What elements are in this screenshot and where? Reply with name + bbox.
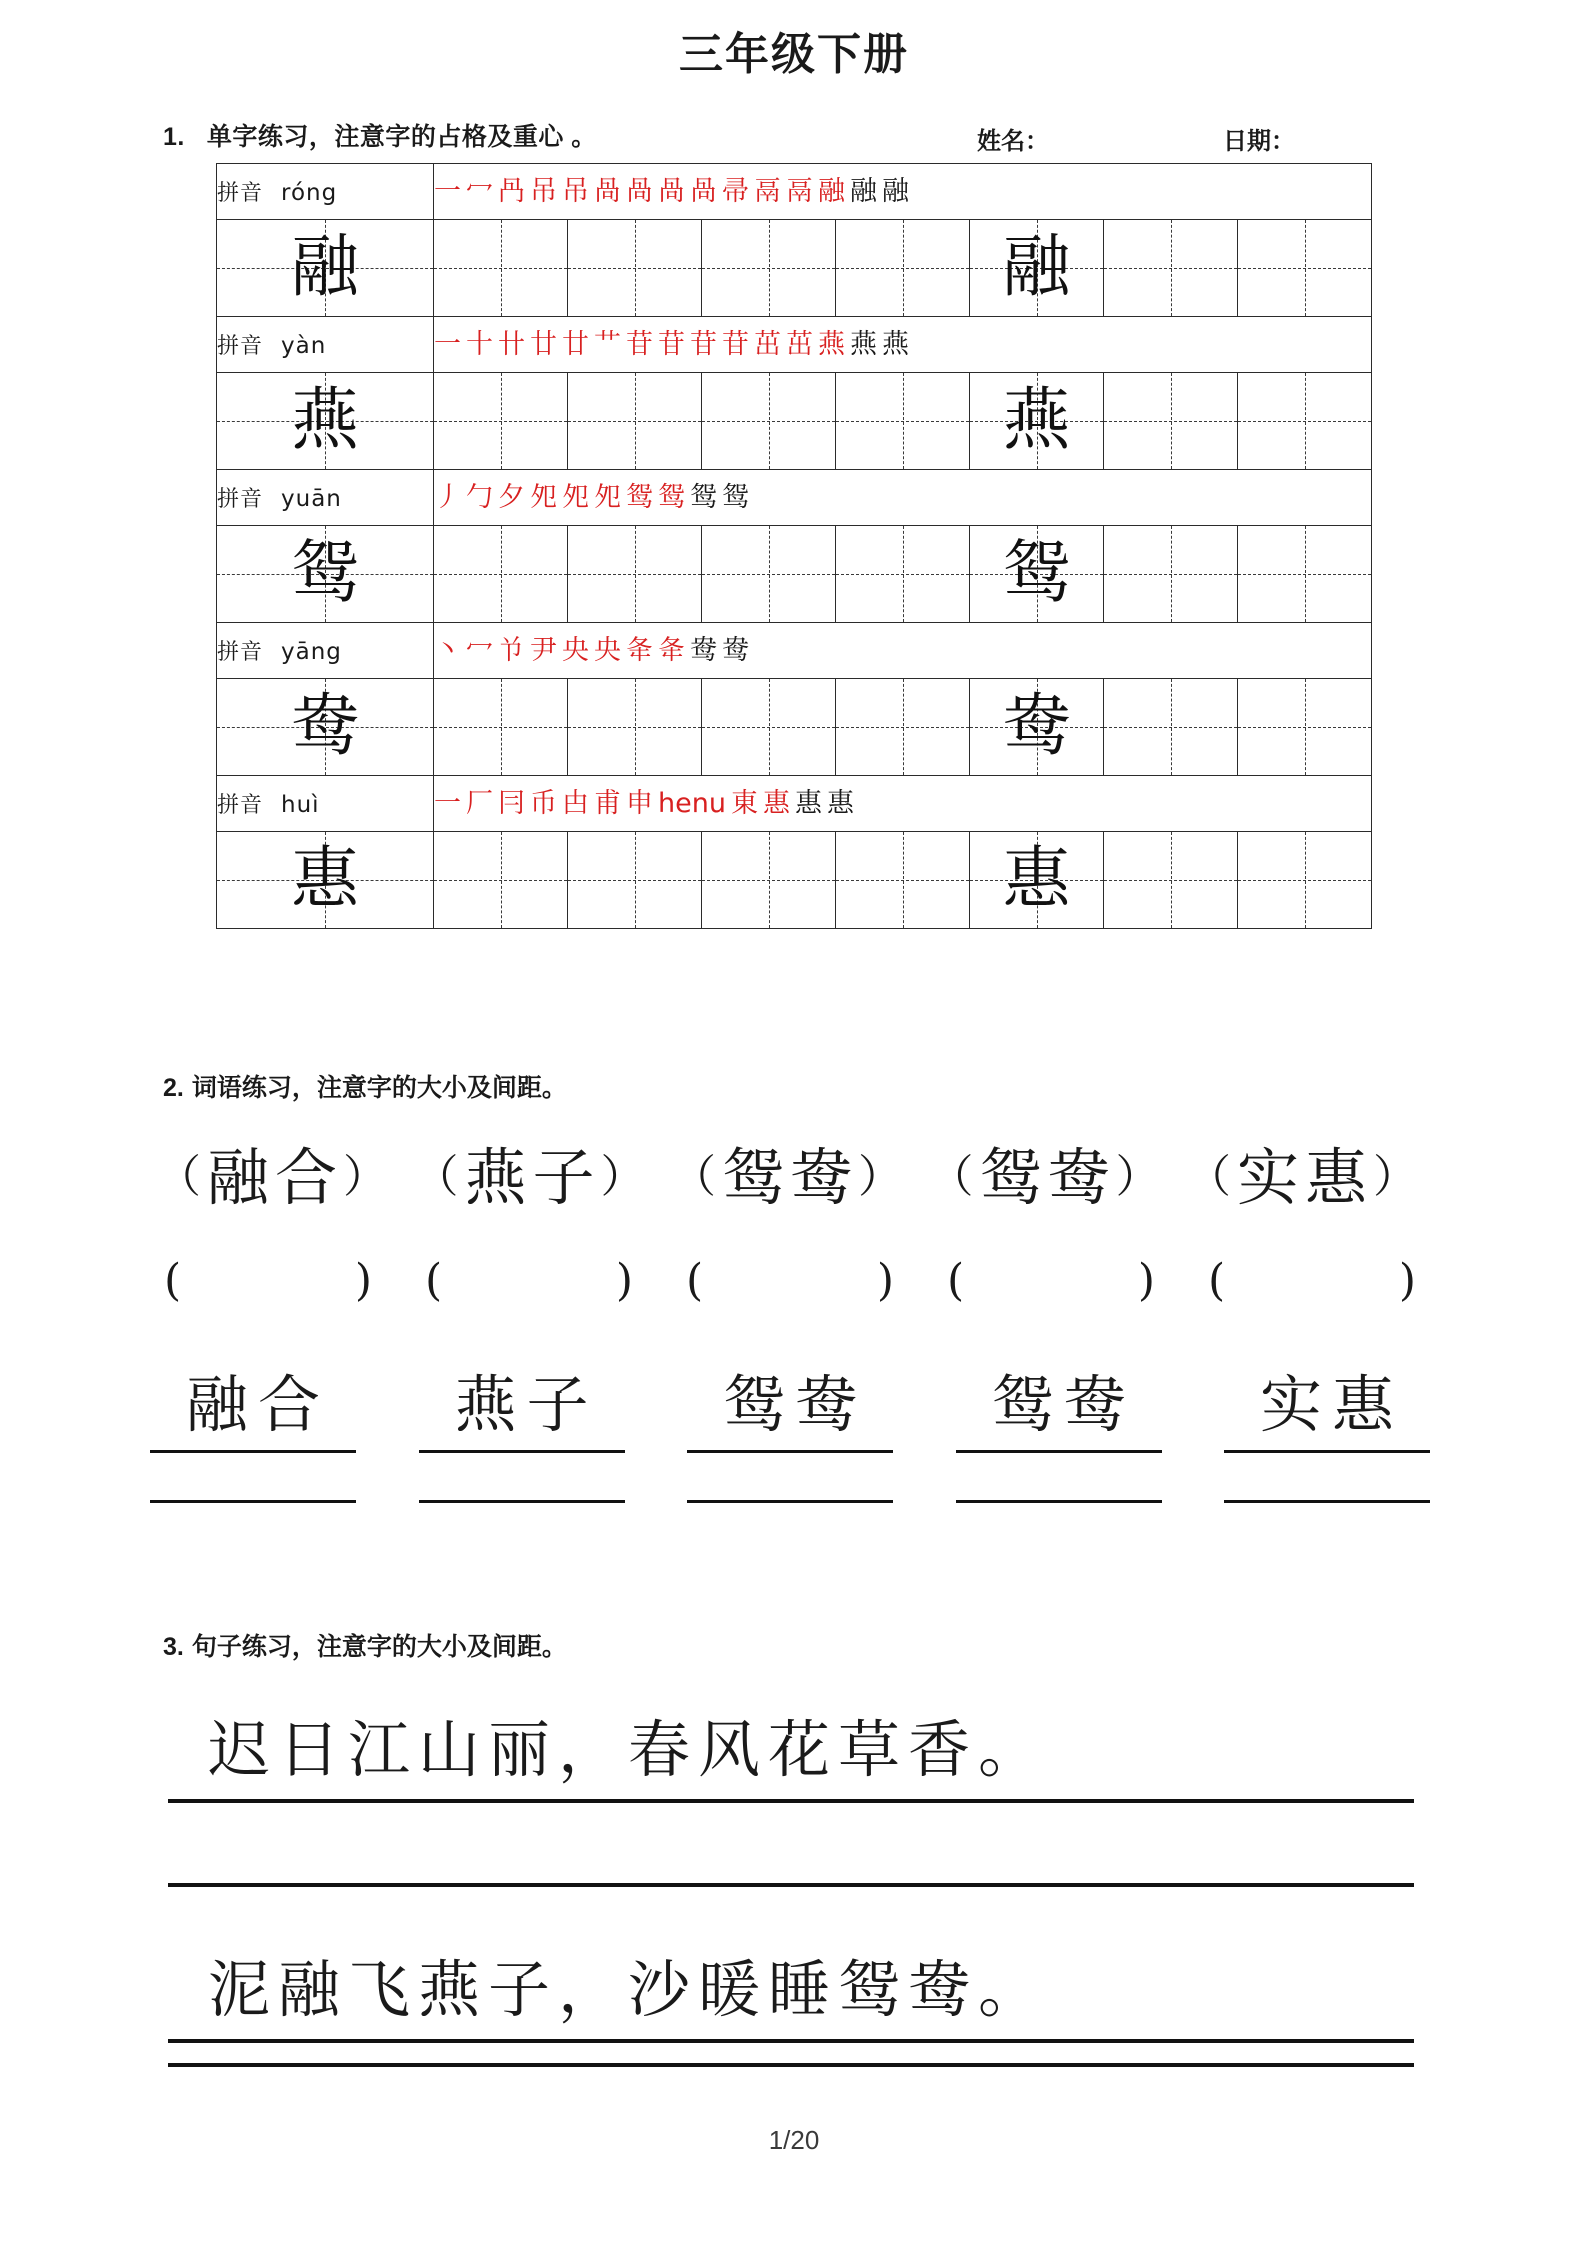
tianzige-guide <box>434 832 567 928</box>
open-paren: （ <box>928 1150 980 1203</box>
section2-instruction: 词语练习，注意字的大小及间距。 <box>191 1074 567 1102</box>
sentence-block-2 <box>168 1940 1414 2043</box>
pinyin-row <box>217 317 1372 373</box>
pinyin-value: yāng <box>281 639 342 665</box>
stroke-step: 鸳 <box>722 482 749 513</box>
stroke-order-cell <box>434 776 1372 832</box>
word-text: 实惠 <box>1236 1141 1373 1214</box>
character-grid-cell[interactable] <box>702 832 836 929</box>
stroke-step: 惠 <box>794 788 822 819</box>
character-grid-cell[interactable] <box>434 373 568 470</box>
page-number: 1/20 <box>768 2125 820 2155</box>
tianzige-guide <box>568 220 701 316</box>
stroke-step: 苷 <box>626 329 653 360</box>
stroke-step: 鬲 <box>786 176 813 207</box>
stroke-step: 丶 <box>434 635 461 666</box>
stroke-order-cell <box>434 317 1372 373</box>
tianzige-guide <box>568 526 701 622</box>
character-grid-cell[interactable] <box>1238 526 1372 623</box>
stroke-step: 十 <box>466 329 493 360</box>
tianzige-guide <box>1104 832 1237 928</box>
character-grid-cell[interactable] <box>702 526 836 623</box>
word-blank-parens[interactable] <box>150 1255 386 1306</box>
word-practice-row-underlined <box>150 1355 1430 1453</box>
tianzige-guide <box>217 526 433 622</box>
character-grid-cell[interactable] <box>217 526 434 623</box>
stroke-order-cell <box>434 164 1372 220</box>
character-grid-cell[interactable] <box>568 679 702 776</box>
word-underlined: 鸳鸯 <box>687 1355 893 1453</box>
stroke-step: 申 <box>626 788 653 819</box>
character-grid-cell[interactable] <box>1104 679 1238 776</box>
stroke-step: 吊 <box>562 176 589 207</box>
tianzige-guide <box>1238 526 1371 622</box>
tianzige-guide <box>568 373 701 469</box>
model-character: 燕 <box>290 381 359 460</box>
sentence-baseline-1 <box>168 1799 1414 1803</box>
character-grid-cell[interactable] <box>836 220 970 317</box>
word-writing-line[interactable] <box>419 1500 625 1503</box>
character-grid-cell[interactable] <box>568 526 702 623</box>
stroke-step: 丿 <box>434 482 461 513</box>
stroke-step: 帚 <box>722 176 749 207</box>
stroke-step: 鸳 <box>690 482 717 513</box>
character-grid-cell[interactable] <box>217 220 434 317</box>
tianzige-guide <box>434 679 567 775</box>
character-grid-cell[interactable] <box>1238 220 1372 317</box>
pinyin-row <box>217 776 1372 832</box>
word-sample <box>408 1128 658 1217</box>
word-writing-line[interactable] <box>956 1500 1162 1503</box>
stroke-step: 夕 <box>498 482 525 513</box>
stroke-step: 融 <box>850 176 877 207</box>
character-grid-cell[interactable] <box>568 832 702 929</box>
tianzige-guide <box>836 679 969 775</box>
stroke-step: 燕 <box>882 329 909 360</box>
character-grid-cell[interactable] <box>702 679 836 776</box>
section1-heading <box>163 117 597 153</box>
stroke-step: 鸯 <box>690 635 717 666</box>
pinyin-cell <box>217 776 434 832</box>
tianzige-guide <box>836 373 969 469</box>
character-grid-row <box>217 679 1372 776</box>
stroke-step: 艹 <box>594 329 621 360</box>
close-paren: ） <box>1373 1150 1424 1203</box>
tianzige-guide <box>434 526 567 622</box>
tianzige-guide <box>1238 679 1371 775</box>
stroke-step: 勹 <box>466 482 493 513</box>
sentence-text-1: 迟日江山丽，春风花草香。 <box>208 1713 1049 1786</box>
word-text: 鸳鸯 <box>979 1141 1116 1214</box>
character-grid-cell[interactable] <box>836 832 970 929</box>
pinyin-label: 拼音 <box>217 333 264 358</box>
stroke-step: 東 <box>730 788 758 819</box>
stroke-step: 鸳 <box>658 482 685 513</box>
pinyin-label: 拼音 <box>217 639 264 664</box>
character-grid-cell[interactable] <box>970 526 1104 623</box>
stroke-step: 鸳 <box>626 482 653 513</box>
stroke-step: 咼 <box>690 176 717 207</box>
pinyin-cell <box>217 623 434 679</box>
word-text: 燕子 <box>464 1141 601 1214</box>
character-grid-cell[interactable] <box>970 373 1104 470</box>
character-grid-cell[interactable] <box>568 220 702 317</box>
sentence-blank-line-2[interactable] <box>168 2063 1414 2067</box>
word-blank-parens[interactable] <box>411 1255 647 1306</box>
stroke-step: 央 <box>562 635 589 666</box>
character-grid-cell[interactable] <box>1238 373 1372 470</box>
stroke-step: 夅 <box>658 635 685 666</box>
character-grid-row <box>217 373 1372 470</box>
word-sample <box>665 1128 915 1217</box>
pinyin-value: yuān <box>281 486 342 512</box>
character-grid-cell[interactable] <box>1104 832 1238 929</box>
word-text: 鸳鸯 <box>721 1141 858 1214</box>
open-paren: ( <box>1208 1255 1226 1306</box>
section3-instruction: 句子练习，注意字的大小及间距。 <box>191 1633 567 1661</box>
word-underlined: 融合 <box>150 1355 356 1453</box>
character-grid-cell[interactable] <box>434 526 568 623</box>
character-grid-cell[interactable] <box>836 373 970 470</box>
tianzige-guide <box>217 679 433 775</box>
tianzige-guide <box>1104 679 1237 775</box>
word-practice-row-filled <box>150 1128 1430 1217</box>
stroke-step: 甴 <box>562 788 589 819</box>
model-character: 燕 <box>1002 381 1071 460</box>
character-grid-cell[interactable] <box>217 679 434 776</box>
tianzige-guide <box>1104 526 1237 622</box>
sentence-text-2: 泥融飞燕子，沙暖睡鸳鸯。 <box>208 1953 1049 2026</box>
section2-heading <box>163 1068 567 1104</box>
word-writing-line[interactable] <box>1224 1500 1430 1503</box>
close-paren: ) <box>876 1255 894 1306</box>
name-field-label: 姓名： <box>977 128 1049 155</box>
tianzige-guide <box>1238 373 1371 469</box>
pinyin-value: huì <box>281 792 320 818</box>
tianzige-guide <box>702 832 835 928</box>
word-blank-parens[interactable] <box>1194 1255 1430 1306</box>
stroke-step: 融 <box>818 176 845 207</box>
open-paren: ( <box>425 1255 443 1306</box>
model-character: 融 <box>1002 228 1071 307</box>
stroke-step: 夗 <box>594 482 621 513</box>
sentence-baseline-2 <box>168 2039 1414 2043</box>
word-underlined: 实惠 <box>1224 1355 1430 1453</box>
close-paren: ) <box>615 1255 633 1306</box>
stroke-step: 苷 <box>658 329 685 360</box>
character-grid-cell[interactable] <box>1104 220 1238 317</box>
sentence-blank-line-1[interactable] <box>168 1883 1414 1887</box>
pinyin-cell <box>217 470 434 526</box>
stroke-step: 币 <box>530 788 557 819</box>
stroke-step: 甫 <box>594 788 621 819</box>
character-grid-row <box>217 526 1372 623</box>
tianzige-guide <box>434 373 567 469</box>
stroke-order-cell <box>434 470 1372 526</box>
open-paren: （ <box>156 1150 207 1203</box>
pinyin-label: 拼音 <box>217 486 264 511</box>
character-grid-cell[interactable] <box>1238 832 1372 929</box>
stroke-step: 厂 <box>466 788 493 819</box>
stroke-step: 廿 <box>530 329 557 360</box>
stroke-step: 融 <box>882 176 909 207</box>
tianzige-guide <box>970 679 1103 775</box>
close-paren: ） <box>600 1150 652 1203</box>
tianzige-guide <box>970 832 1103 928</box>
stroke-step: 冎 <box>498 176 525 207</box>
stroke-step: 咼 <box>658 176 685 207</box>
stroke-step: 冖 <box>466 176 493 207</box>
close-paren: ) <box>1398 1255 1416 1306</box>
character-grid-cell[interactable] <box>970 832 1104 929</box>
stroke-step: 鸯 <box>722 635 749 666</box>
stroke-step: 冃 <box>498 788 525 819</box>
tianzige-guide <box>1238 220 1371 316</box>
character-grid-cell[interactable] <box>702 373 836 470</box>
section3-number: 3. <box>163 1633 184 1661</box>
close-paren: ） <box>858 1150 909 1203</box>
tianzige-guide <box>1238 832 1371 928</box>
model-character: 鸳 <box>290 534 359 613</box>
stroke-step: 冖 <box>466 635 493 666</box>
tianzige-guide <box>568 832 701 928</box>
stroke-step: 吊 <box>530 176 557 207</box>
word-text: 融合 <box>206 1141 343 1214</box>
stroke-step: 咼 <box>626 176 653 207</box>
stroke-step: 夗 <box>562 482 589 513</box>
character-grid-cell[interactable] <box>217 832 434 929</box>
tianzige-guide <box>970 373 1103 469</box>
open-paren: （ <box>413 1150 465 1203</box>
tianzige-guide <box>217 373 433 469</box>
tianzige-guide <box>1104 373 1237 469</box>
section1-instruction: 单字练习，注意字的占格及重心 。 <box>206 123 597 151</box>
stroke-step: 茁 <box>754 329 781 360</box>
close-paren: ) <box>1137 1255 1155 1306</box>
character-grid-row <box>217 220 1372 317</box>
word-writing-line[interactable] <box>150 1500 356 1503</box>
section1-number: 1. <box>163 123 185 151</box>
stroke-step: 一 <box>434 329 461 360</box>
tianzige-guide <box>836 220 969 316</box>
character-grid-cell[interactable] <box>836 679 970 776</box>
character-grid-cell[interactable] <box>434 679 568 776</box>
open-paren: ( <box>164 1255 182 1306</box>
pinyin-value: róng <box>281 180 338 206</box>
model-character: 鸯 <box>1002 687 1071 766</box>
pinyin-value: yàn <box>281 333 327 359</box>
stroke-step: 夗 <box>530 482 557 513</box>
tianzige-guide <box>970 526 1103 622</box>
tianzige-guide <box>702 373 835 469</box>
tianzige-guide <box>434 220 567 316</box>
close-paren: ) <box>354 1255 372 1306</box>
word-underlined: 燕子 <box>419 1355 625 1453</box>
tianzige-guide <box>836 526 969 622</box>
open-paren: （ <box>671 1150 722 1203</box>
close-paren: ） <box>343 1150 394 1203</box>
stroke-step: 一 <box>434 788 461 819</box>
character-grid-cell[interactable] <box>702 220 836 317</box>
tianzige-guide <box>702 526 835 622</box>
stroke-step: 燕 <box>850 329 877 360</box>
open-paren: ( <box>947 1255 965 1306</box>
stroke-step: 燕 <box>818 329 845 360</box>
pinyin-label: 拼音 <box>217 180 264 205</box>
pinyin-row <box>217 164 1372 220</box>
tianzige-guide <box>1104 220 1237 316</box>
pinyin-cell <box>217 317 434 373</box>
stroke-step: 惠 <box>762 788 790 819</box>
tianzige-guide <box>970 220 1103 316</box>
stroke-step: 苷 <box>722 329 749 360</box>
single-character-practice-table <box>216 163 1372 929</box>
model-character: 惠 <box>1002 840 1071 919</box>
word-practice-row-blank-lines[interactable] <box>150 1500 1430 1503</box>
character-grid-cell[interactable] <box>568 373 702 470</box>
pinyin-row <box>217 623 1372 679</box>
pinyin-row <box>217 470 1372 526</box>
stroke-step: 惠 <box>826 788 854 819</box>
tianzige-guide <box>217 832 433 928</box>
word-practice-row-blank-parens[interactable] <box>150 1255 1430 1306</box>
model-character: 惠 <box>290 840 359 919</box>
stroke-step: 茁 <box>786 329 813 360</box>
model-character: 融 <box>290 228 359 307</box>
character-grid-cell[interactable] <box>1104 526 1238 623</box>
word-sample <box>923 1128 1173 1217</box>
section2-number: 2. <box>163 1074 184 1102</box>
open-paren: ( <box>686 1255 704 1306</box>
character-grid-cell[interactable] <box>970 679 1104 776</box>
stroke-step: 夅 <box>626 635 653 666</box>
character-grid-cell[interactable] <box>217 373 434 470</box>
pinyin-cell <box>217 164 434 220</box>
tianzige-guide <box>568 679 701 775</box>
word-sample <box>150 1128 400 1217</box>
sentence-block-1 <box>168 1700 1414 1803</box>
date-field-label: 日期： <box>1223 128 1295 155</box>
pinyin-label: 拼音 <box>217 792 264 817</box>
character-grid-cell[interactable] <box>970 220 1104 317</box>
stroke-step: 鬲 <box>754 176 781 207</box>
stroke-step: 咼 <box>594 176 621 207</box>
word-underlined: 鸳鸯 <box>956 1355 1162 1453</box>
page-title: 三年级下册 <box>679 29 909 80</box>
tianzige-guide <box>836 832 969 928</box>
stroke-step: 廿 <box>562 329 589 360</box>
character-grid-cell[interactable] <box>434 220 568 317</box>
stroke-order-cell <box>434 623 1372 679</box>
tianzige-guide <box>702 679 835 775</box>
word-blank-parens[interactable] <box>672 1255 908 1306</box>
stroke-step: 一 <box>434 176 461 207</box>
character-grid-row <box>217 832 1372 929</box>
stroke-step: 央 <box>594 635 621 666</box>
stroke-step: 苷 <box>690 329 717 360</box>
stroke-step: henu <box>658 788 726 819</box>
model-character: 鸯 <box>290 687 359 766</box>
tianzige-guide <box>217 220 433 316</box>
open-paren: （ <box>1186 1150 1237 1203</box>
tianzige-guide <box>702 220 835 316</box>
word-blank-parens[interactable] <box>933 1255 1169 1306</box>
word-sample <box>1180 1128 1430 1217</box>
stroke-step: 尹 <box>530 635 557 666</box>
character-grid-cell[interactable] <box>1238 679 1372 776</box>
close-paren: ） <box>1115 1150 1167 1203</box>
word-writing-line[interactable] <box>687 1500 893 1503</box>
stroke-step: 兯 <box>498 635 525 666</box>
character-grid-cell[interactable] <box>1104 373 1238 470</box>
section3-heading <box>163 1627 567 1663</box>
stroke-step: 卄 <box>498 329 525 360</box>
character-grid-cell[interactable] <box>434 832 568 929</box>
model-character: 鸳 <box>1002 534 1071 613</box>
character-grid-cell[interactable] <box>836 526 970 623</box>
